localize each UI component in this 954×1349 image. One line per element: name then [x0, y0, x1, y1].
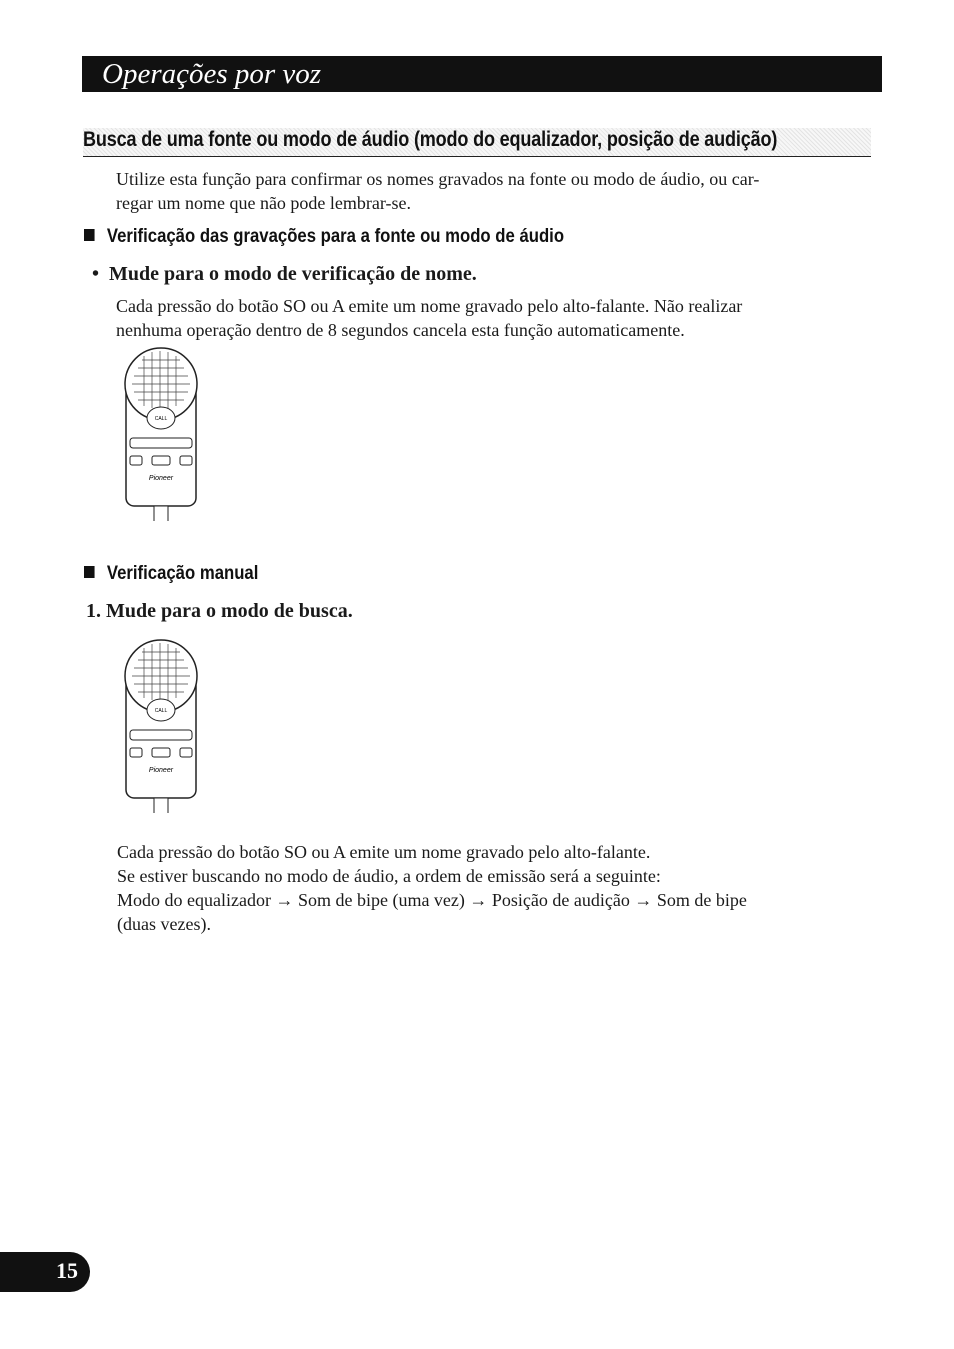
page-number: 15	[56, 1258, 78, 1283]
bullet-dot-icon: •	[92, 263, 100, 285]
svg-text:CALL: CALL	[154, 708, 168, 714]
square-bullet-icon	[84, 229, 95, 241]
bullet-heading	[92, 263, 477, 286]
section-heading	[83, 128, 871, 157]
subsection1-title: Verificação das gravações para a fonte ou modo de áudio	[106, 226, 565, 247]
subsection2-title: Verificação manual	[106, 563, 259, 584]
remote-brand-label: Pioneer	[148, 475, 174, 482]
subsection2-line-3: Modo do equalizador → Som de bipe (uma vez) → Posição de audição → Som de bipe	[117, 890, 747, 910]
square-bullet-icon	[84, 566, 95, 578]
remote-control-illustration	[116, 346, 206, 521]
subsection2-paragraph	[117, 840, 747, 936]
chapter-banner	[82, 56, 882, 92]
intro-line-1: Utilize esta função para confirmar os nomes gravados na fonte ou modo de áudio, ou car-	[116, 169, 760, 189]
subsection2-heading	[84, 563, 258, 585]
subsection1-paragraph	[116, 294, 742, 342]
step-1-heading: 1. Mude para o modo de busca.	[86, 600, 353, 622]
page-number-tab	[0, 1252, 90, 1292]
remote-brand-label: Pioneer	[148, 767, 174, 774]
svg-text:CALL: CALL	[154, 416, 168, 422]
chapter-title: Operações por voz	[102, 58, 322, 90]
subsection2-line-4: (duas vezes).	[117, 914, 211, 934]
subsection1-line-1: Cada pressão do botão SO ou A emite um nome gravado pelo alto-falante. Não realizar	[116, 296, 743, 316]
remote-control-illustration	[116, 638, 206, 813]
subsection1-line-2: nenhuma operação dentro de 8 segundos cancela esta função automaticamente.	[116, 320, 685, 340]
subsection2-line-2: Se estiver buscando no modo de áudio, a ordem de emissão será a seguinte:	[117, 866, 661, 886]
bullet-title: Mude para o modo de verificação de nome.	[109, 263, 477, 285]
intro-line-2: regar um nome que não pode lembrar-se.	[116, 193, 412, 213]
intro-paragraph	[116, 167, 759, 215]
section-title: Busca de uma fonte ou modo de áudio (modo do equalizador, posição de audição)	[83, 128, 778, 151]
subsection1-heading	[84, 226, 564, 248]
subsection2-line-1: Cada pressão do botão SO ou A emite um nome gravado pelo alto-falante.	[117, 842, 651, 862]
